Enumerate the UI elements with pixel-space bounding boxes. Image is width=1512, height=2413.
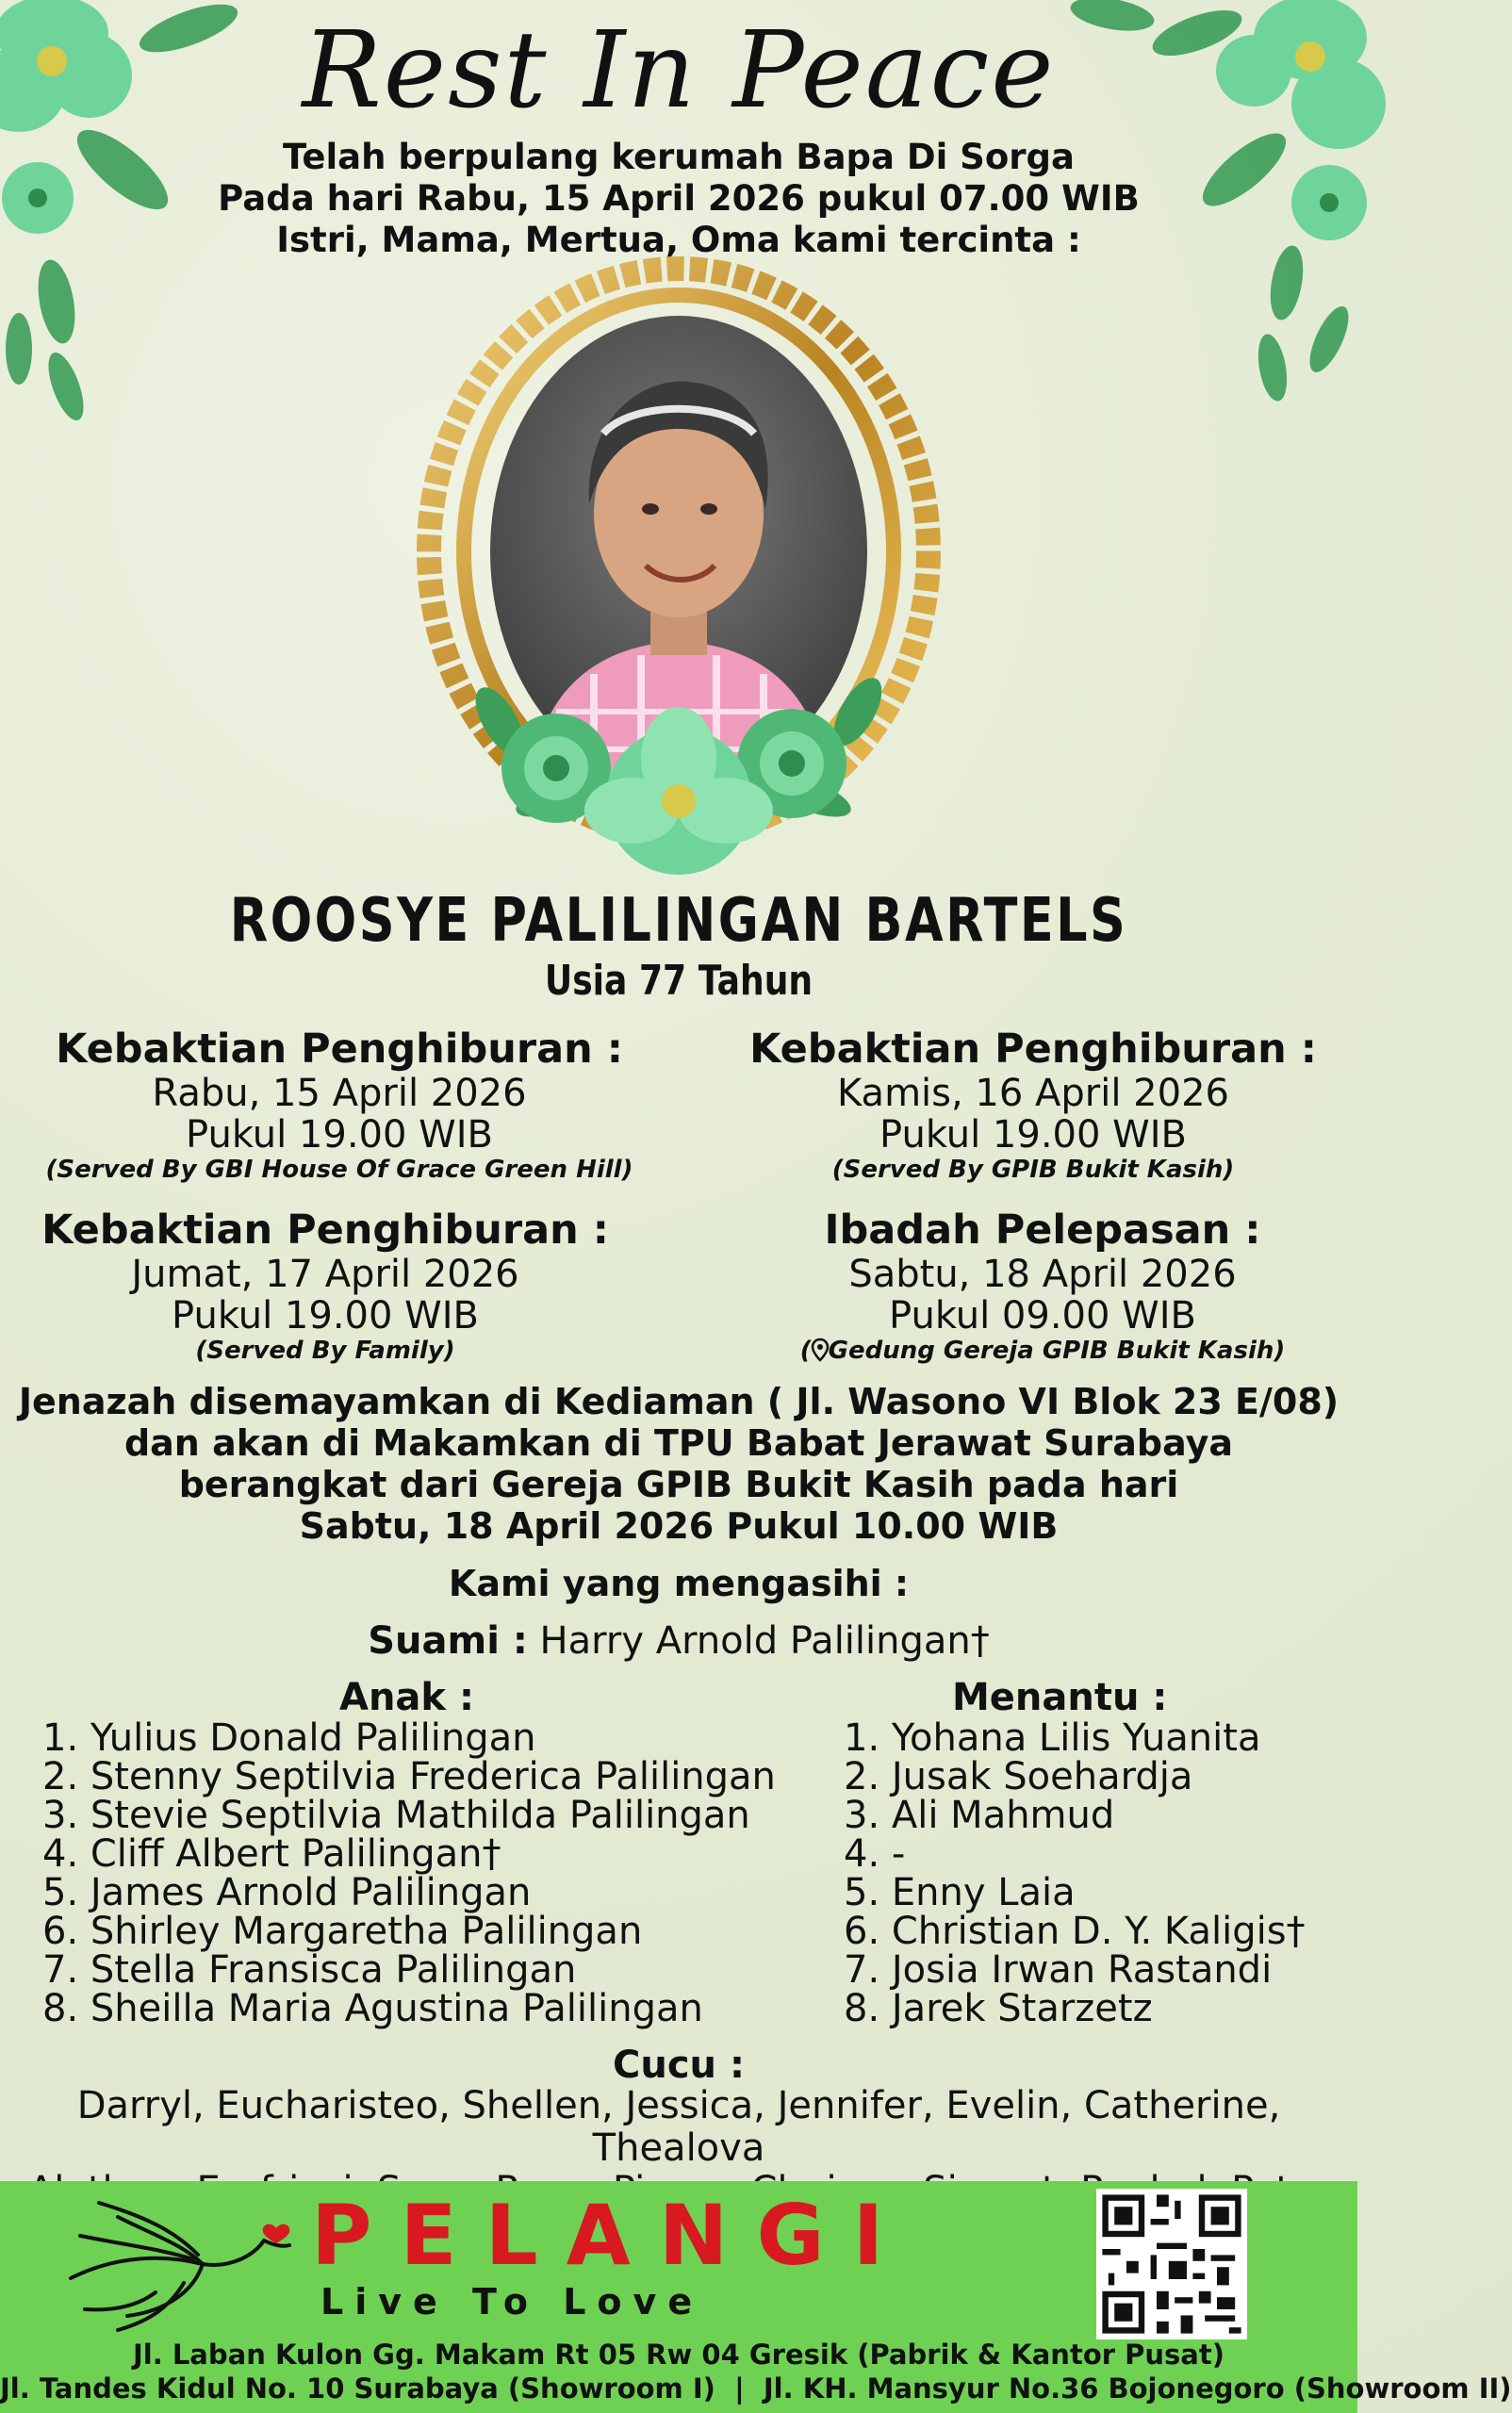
grandchildren-heading: Cucu :	[613, 2044, 745, 2087]
intro-line: Istri, Mama, Mertua, Oma kami tercinta :	[276, 220, 1081, 260]
note-text: Gedung Gereja GPIB Bukit Kasih)	[828, 1337, 1286, 1365]
service-3	[0, 1206, 650, 1365]
service-date: Rabu, 15 April 2026	[152, 1072, 527, 1115]
service-time: Pukul 19.00 WIB	[879, 1113, 1187, 1157]
brand-tagline: Live To Love	[320, 2281, 704, 2323]
burial-line: dan akan di Makamkan di TPU Babat Jerawat Surabaya	[123, 1422, 1234, 1464]
inlaws-items	[844, 1716, 1353, 2030]
intro-line: Telah berpulang kerumah Bapa Di Sorga	[283, 137, 1075, 177]
service-note: (Served By GBI House Of Grace Green Hill)	[45, 1156, 633, 1184]
inlaws-heading: Menantu :	[952, 1676, 1168, 1719]
list-item: 6. Shirley Margaretha Palilingan	[42, 1910, 643, 1953]
service-heading: Ibadah Pelepasan :	[824, 1206, 1261, 1254]
list-item: 6. Christian D. Y. Kaligis†	[844, 1910, 1306, 1953]
address-line: Jl. Laban Kulon Gg. Makam Rt 05 Rw 04 Gresik (Pabrik & Kantor Pusat)	[132, 2339, 1224, 2371]
list-item: 8. Jarek Starzetz	[844, 1987, 1153, 2030]
deceased-age: Usia 77 Tahun	[544, 957, 814, 1005]
note-prefix: (	[799, 1337, 812, 1365]
service-time: Pukul 19.00 WIB	[172, 1294, 479, 1338]
cross-icon: †	[970, 1619, 990, 1663]
list-item: 5. James Arnold Palilingan	[42, 1871, 532, 1914]
spouse-label: Suami :	[368, 1619, 528, 1663]
dove-logo-icon	[61, 2189, 297, 2339]
list-item: 7. Josia Irwan Rastandi	[844, 1948, 1273, 1992]
service-heading: Kebaktian Penghiburan :	[749, 1026, 1317, 1073]
burial-info	[0, 1381, 1357, 1547]
intro-line: Pada hari Rabu, 15 April 2026 pukul 07.00 WIB	[218, 178, 1140, 219]
service-1	[0, 1026, 679, 1184]
list-item: 2. Jusak Soehardja	[844, 1755, 1193, 1798]
list-item: 3. Ali Mahmud	[844, 1794, 1115, 1837]
children-items	[42, 1716, 815, 2030]
service-note	[728, 1337, 1357, 1365]
family-heading: Kami yang mengasihi :	[448, 1563, 910, 1604]
burial-line: berangkat dari Gereja GPIB Bukit Kasih pada hari	[178, 1464, 1179, 1505]
service-date: Sabtu, 18 April 2026	[848, 1253, 1237, 1296]
list-item: 5. Enny Laia	[844, 1871, 1076, 1914]
list-item: 7. Stella Fransisca Palilingan	[42, 1948, 577, 1992]
brand-name: PELANGI	[311, 2187, 912, 2284]
service-4	[728, 1206, 1357, 1365]
list-item: 8. Sheilla Maria Agustina Palilingan	[42, 1987, 703, 2030]
service-heading: Kebaktian Penghiburan :	[41, 1206, 609, 1254]
service-date: Jumat, 17 April 2026	[131, 1253, 519, 1296]
portrait-frame	[415, 269, 943, 891]
spouse-line	[0, 1619, 1357, 1663]
page-title: Rest In Peace	[302, 9, 1056, 132]
list-item: 1. Yohana Lilis Yuanita	[844, 1716, 1261, 1760]
service-time: Pukul 19.00 WIB	[186, 1113, 493, 1157]
deceased-name: ROOSYE PALILINGAN BARTELS	[229, 886, 1128, 956]
service-time: Pukul 09.00 WIB	[889, 1294, 1196, 1338]
footer-address	[0, 2338, 1512, 2405]
intro-text	[0, 137, 1357, 261]
burial-line: Jenazah disemayamkan di Kediaman ( Jl. Wasono VI Blok 23 E/08)	[18, 1381, 1339, 1422]
address-line: Jl. Tandes Kidul No. 10 Surabaya (Showroom I) | Jl. KH. Mansyur No.36 Bojonegoro (Showroom II)	[0, 2372, 1512, 2405]
grandchildren-line: Darryl, Eucharisteo, Shellen, Jessica, Jennifer, Evelin, Catherine, Thealova	[76, 2084, 1281, 2170]
list-item: 3. Stevie Septilvia Mathilda Palilingan	[42, 1794, 750, 1837]
children-heading: Anak :	[339, 1676, 474, 1719]
service-note: (Served By GPIB Bukit Kasih)	[831, 1156, 1235, 1184]
location-pin-icon	[812, 1338, 829, 1361]
burial-line: Sabtu, 18 April 2026 Pukul 10.00 WIB	[299, 1505, 1059, 1547]
service-note: (Served By Family)	[195, 1337, 455, 1365]
spouse-name: Harry Arnold Palilingan	[539, 1619, 971, 1663]
list-item: 1. Yulius Donald Palilingan	[42, 1716, 536, 1760]
list-item: 4. Cliff Albert Palilingan†	[42, 1832, 501, 1876]
service-date: Kamis, 16 April 2026	[837, 1072, 1229, 1115]
inlaws-list	[844, 1676, 1353, 2028]
qr-code-icon	[1096, 2189, 1247, 2339]
list-item: 4. -	[844, 1832, 906, 1876]
service-2	[709, 1026, 1357, 1184]
service-heading: Kebaktian Penghiburan :	[56, 1026, 623, 1073]
children-list	[42, 1676, 815, 2028]
list-item: 2. Stenny Septilvia Frederica Palilingan	[42, 1755, 776, 1798]
